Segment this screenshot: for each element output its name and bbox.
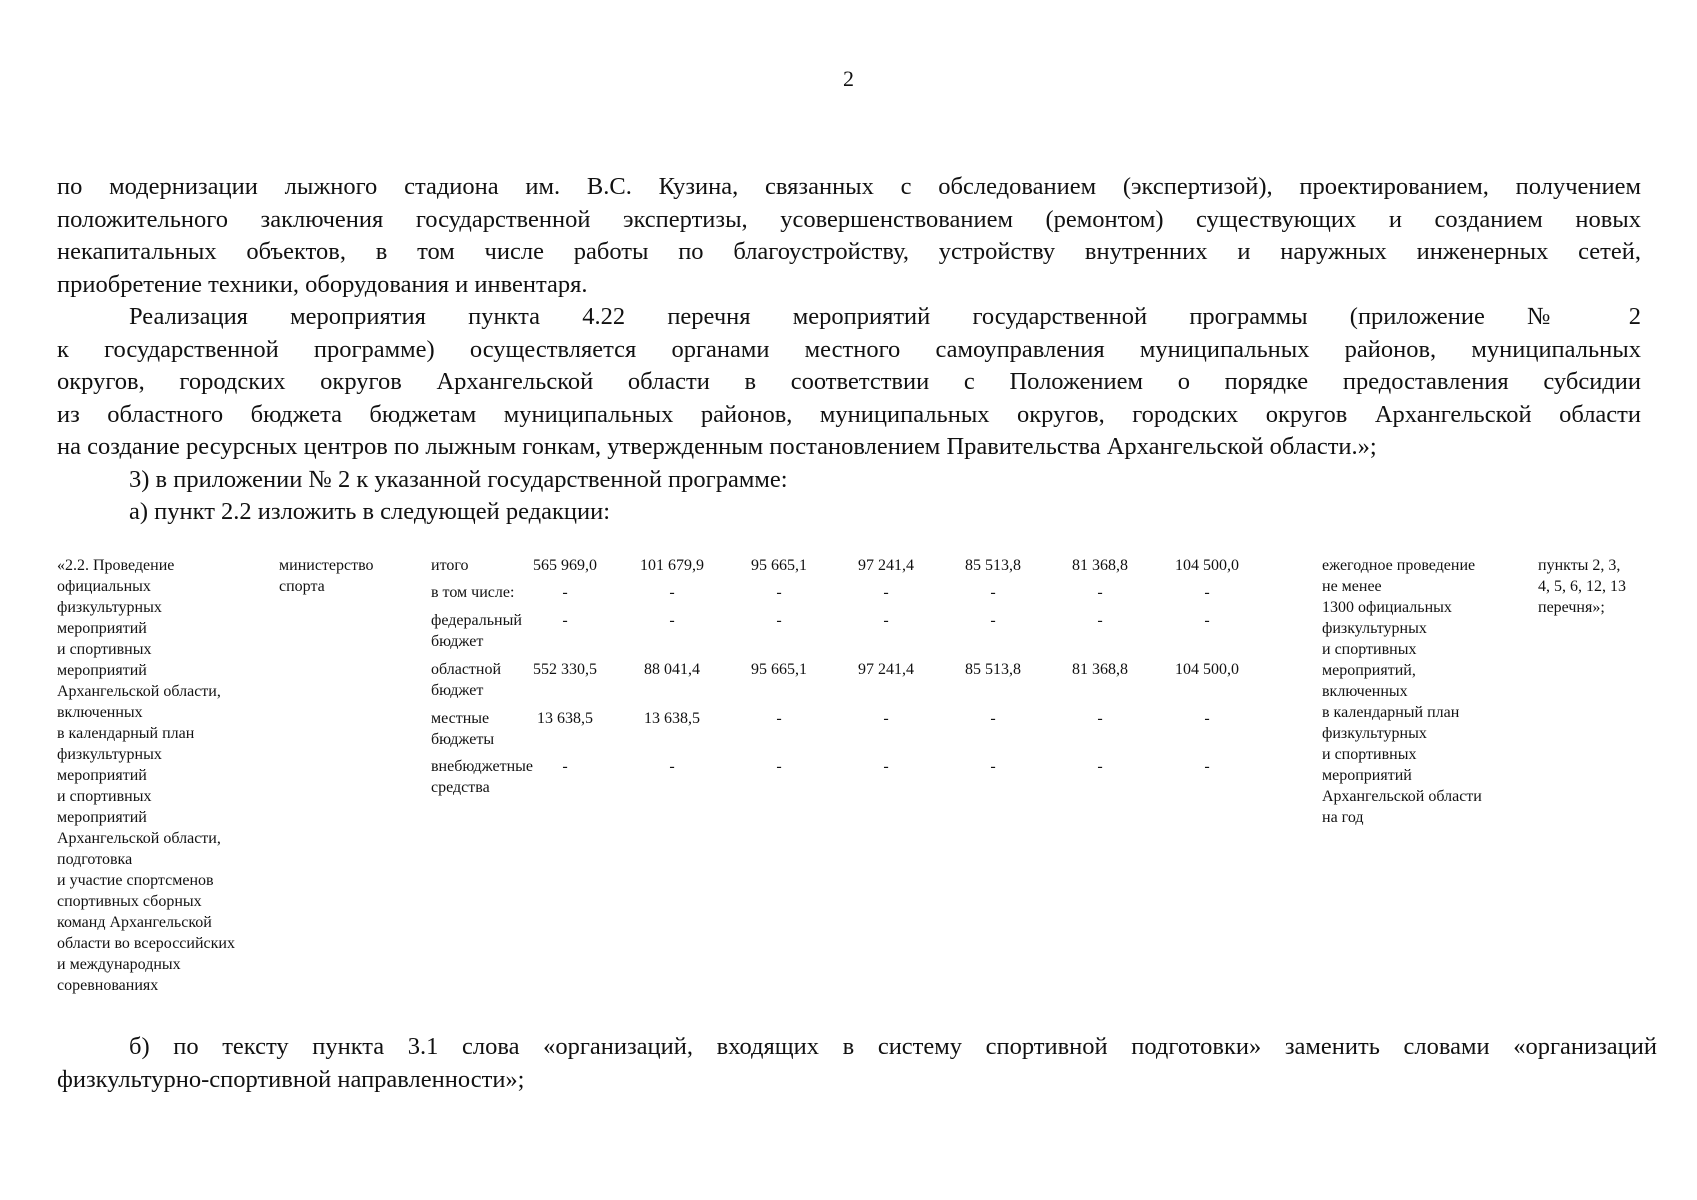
table-value: 13 638,5 [644,710,700,727]
table-value: 552 330,5 [533,661,597,678]
result-line: и спортивных [1322,746,1417,763]
result-line: Архангельской области [1322,788,1482,805]
item-name-line: мероприятий [57,620,147,637]
table-value: 97 241,4 [858,661,914,678]
item-name-line: официальных [57,578,151,595]
item-name-line: в календарный план [57,725,195,742]
table-value: - [883,584,889,601]
funding-source-label: итого [431,557,469,574]
item-name-line: и спортивных [57,788,152,805]
item-name-line: мероприятий [57,809,147,826]
table-value: - [1097,584,1103,601]
item-name-line: Архангельской области, [57,830,221,847]
body-line: положительного заключения государственной экспертизы, усовершенствованием (ремонтом) существующих и созданием новых [57,205,1641,233]
item-name-line: включенных [57,704,143,721]
item-name-line: соревнованиях [57,977,159,994]
page-number: 2 [843,66,854,91]
table-value: - [562,758,568,775]
table-value: - [669,584,675,601]
funding-source-label: в том числе: [431,584,515,601]
result-line: физкультурных [1322,725,1427,742]
table-value: - [776,612,782,629]
result-line: в календарный план [1322,704,1460,721]
result-line: ежегодное проведение [1322,557,1476,574]
table-value: - [1204,758,1210,775]
body-line: Реализация мероприятия пункта 4.22 перечня мероприятий государственной программы (приложение № 2 [129,303,1641,330]
funding-source-label: бюджет [431,633,484,650]
table-value: 104 500,0 [1175,557,1239,574]
executor-line: спорта [279,578,325,595]
table-value: - [562,612,568,629]
table-value: - [990,710,996,727]
table-value: - [776,710,782,727]
funding-source-label: областной [431,661,502,678]
body-line: округов, городских округов Архангельской области в соответствии с Положением о порядке предоставления субсидии [57,368,1641,395]
item-name-line: физкультурных [57,599,162,616]
table-value: - [669,612,675,629]
result-line: мероприятий [1322,767,1412,784]
funding-source-label: бюджеты [431,731,495,748]
table-value: - [990,758,996,775]
table-value: - [883,758,889,775]
after-line: физкультурно-спортивной направленности»; [57,1065,525,1093]
link-line: 4, 5, 6, 12, 13 [1538,578,1626,595]
result-line: не менее [1322,578,1382,595]
body-line: некапитальных объектов, в том числе работы по благоустройству, устройству внутренних и наружных инженерных сетей, [57,238,1641,265]
table-value: 13 638,5 [537,710,593,727]
body-line: из областного бюджета бюджетам муниципальных районов, муниципальных округов, городских округов Архангельской области [57,400,1641,428]
body-line: а) пункт 2.2 изложить в следующей редакции: [129,498,611,525]
item-name-line: и международных [57,956,181,973]
item-name-line: Архангельской области, [57,683,221,700]
table-value: 81 368,8 [1072,557,1128,574]
table-value: - [1204,710,1210,727]
funding-source-label: внебюджетные [431,758,533,775]
item-name-line: подготовка [57,851,133,868]
body-text [57,171,1641,529]
item-name-line: физкультурных [57,746,162,763]
item-name-line: мероприятий [57,767,147,784]
table-value: - [883,612,889,629]
link-line: перечня»; [1538,599,1605,616]
table-value: - [1097,758,1103,775]
table-value: - [1204,584,1210,601]
link-line: пункты 2, 3, [1538,557,1621,574]
table-value: 95 665,1 [751,557,807,574]
table-value: - [776,584,782,601]
item-name-line: спортивных сборных [57,893,202,910]
table-value: - [1097,710,1103,727]
table-value: 101 679,9 [640,557,704,574]
result-line: 1300 официальных [1322,599,1452,616]
result-line: мероприятий, [1322,662,1416,679]
item-name-line: «2.2. Проведение [57,557,175,574]
result-line: физкультурных [1322,620,1427,637]
table-value: 88 041,4 [644,661,700,678]
body-line: к государственной программе) осуществляется органами местного самоуправления муниципальных районов, муниципальных [57,335,1641,363]
table-value: 97 241,4 [858,557,914,574]
table-value: - [990,584,996,601]
item-name-line: и участие спортсменов [57,872,214,889]
item-name-line: и спортивных [57,641,152,658]
result-line: включенных [1322,683,1408,700]
table-value: 104 500,0 [1175,661,1239,678]
item-name-line: мероприятий [57,662,147,679]
item-name-line: области во всероссийских [57,935,235,952]
table-value: 85 513,8 [965,661,1021,678]
table-value: 81 368,8 [1072,661,1128,678]
funding-source-label: средства [431,779,490,796]
executor-line: министерство [279,557,374,574]
table-value: - [990,612,996,629]
table-value: - [1204,612,1210,629]
table-value: - [1097,612,1103,629]
table-value: - [669,758,675,775]
table-value: 85 513,8 [965,557,1021,574]
after-line: б) по тексту пункта 3.1 слова «организаций, входящих в систему спортивной подготовки» заменить словами «организаций [129,1033,1657,1060]
table-value: 95 665,1 [751,661,807,678]
item-name-line: команд Архангельской [57,914,212,931]
funding-source-label: федеральный [431,612,522,629]
after-text [57,1031,1657,1096]
body-line: приобретение техники, оборудования и инвентаря. [57,270,588,298]
table-value: - [883,710,889,727]
body-line: по модернизации лыжного стадиона им. В.С. Кузина, связанных с обследованием (экспертизой), проектированием, получением [57,173,1641,200]
table-value: - [776,758,782,775]
funding-source-label: местные [431,710,490,727]
body-line: 3) в приложении № 2 к указанной государственной программе: [129,465,788,493]
result-line: на год [1322,809,1364,826]
table-value: - [562,584,568,601]
table-value: 565 969,0 [533,557,597,574]
body-line: на создание ресурсных центров по лыжным гонкам, утвержденным постановлением Правительства Архангельской области.»; [57,433,1377,460]
result-line: и спортивных [1322,641,1417,658]
funding-source-label: бюджет [431,682,484,699]
